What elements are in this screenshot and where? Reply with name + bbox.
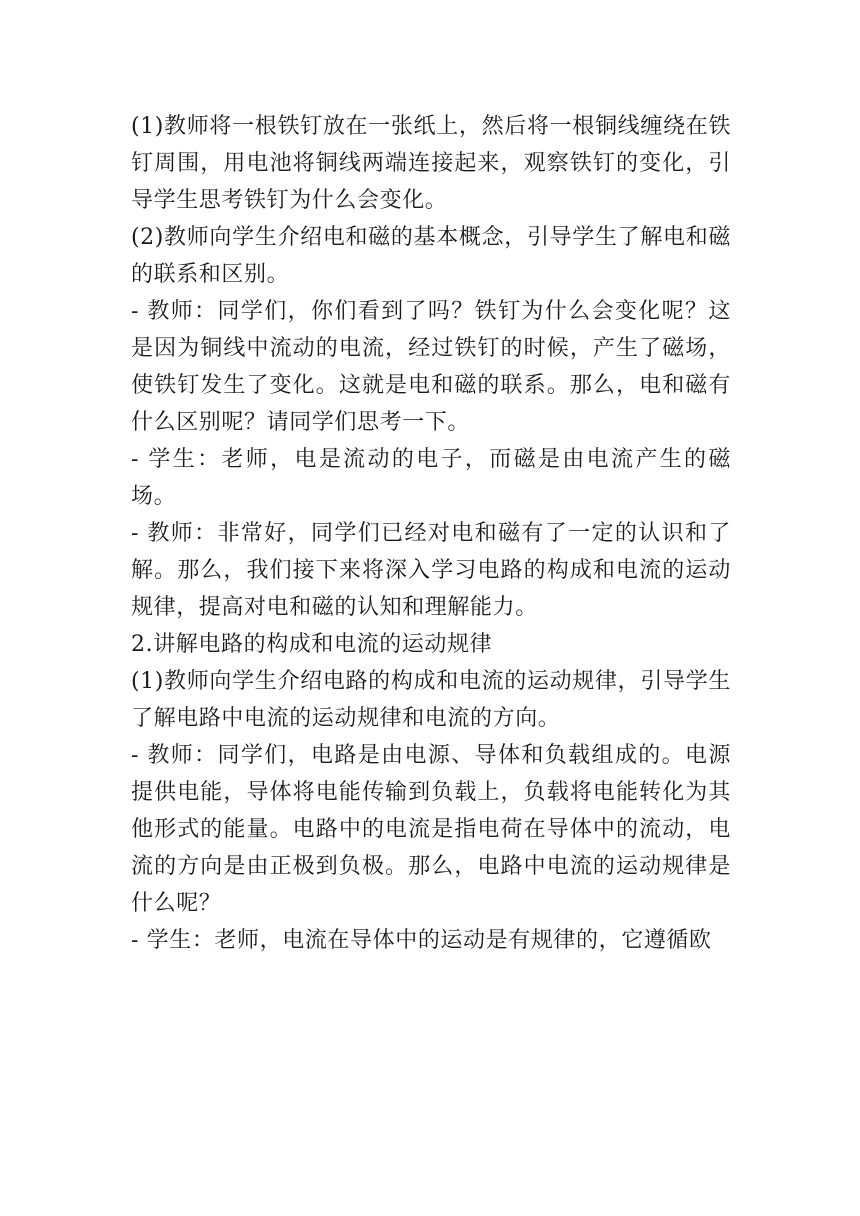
section-heading-circuits: 2.讲解电路的构成和电流的运动规律 bbox=[131, 632, 493, 657]
paragraph-teacher-response: - 教师：非常好，同学们已经对电和磁有了一定的认识和了解。那么，我们接下来将深入学习电路的构成和电流的运动规律，提高对电和磁的认知和理解能力。 bbox=[131, 521, 731, 620]
paragraph-step-2-concepts: (2)教师向学生介绍电和磁的基本概念，引导学生了解电和磁的联系和区别。 bbox=[131, 225, 731, 287]
paragraph-student-circuit-answer: - 学生：老师，电流在导体中的运动是有规律的，它遵循欧 bbox=[131, 928, 712, 953]
paragraph-step-1-demo: (1)教师将一根铁钉放在一张纸上，然后将一根铜线缠绕在铁钉周围，用电池将铜线两端连接起来，观察铁钉的变化，引导学生思考铁钉为什么会变化。 bbox=[131, 114, 731, 213]
paragraph-teacher-question: - 教师：同学们，你们看到了吗？铁钉为什么会变化呢？这是因为铜线中流动的电流，经过铁钉的时候，产生了磁场，使铁钉发生了变化。这就是电和磁的联系。那么，电和磁有什么区别呢？请同学们思考一下。 bbox=[131, 299, 731, 435]
document-body bbox=[131, 108, 731, 959]
paragraph-teacher-circuit-explanation: - 教师：同学们，电路是由电源、导体和负载组成的。电源提供电能，导体将电能传输到负载上，负载将电能转化为其他形式的能量。电路中的电流是指电荷在导体中的流动，电流的方向是由正极到负极。那么，电路中电流的运动规律是什么呢？ bbox=[131, 743, 731, 916]
paragraph-student-answer: - 学生：老师，电是流动的电子，而磁是由电流产生的磁场。 bbox=[131, 447, 731, 509]
paragraph-circuit-intro: (1)教师向学生介绍电路的构成和电流的运动规律，引导学生了解电路中电流的运动规律和电流的方向。 bbox=[131, 669, 731, 731]
